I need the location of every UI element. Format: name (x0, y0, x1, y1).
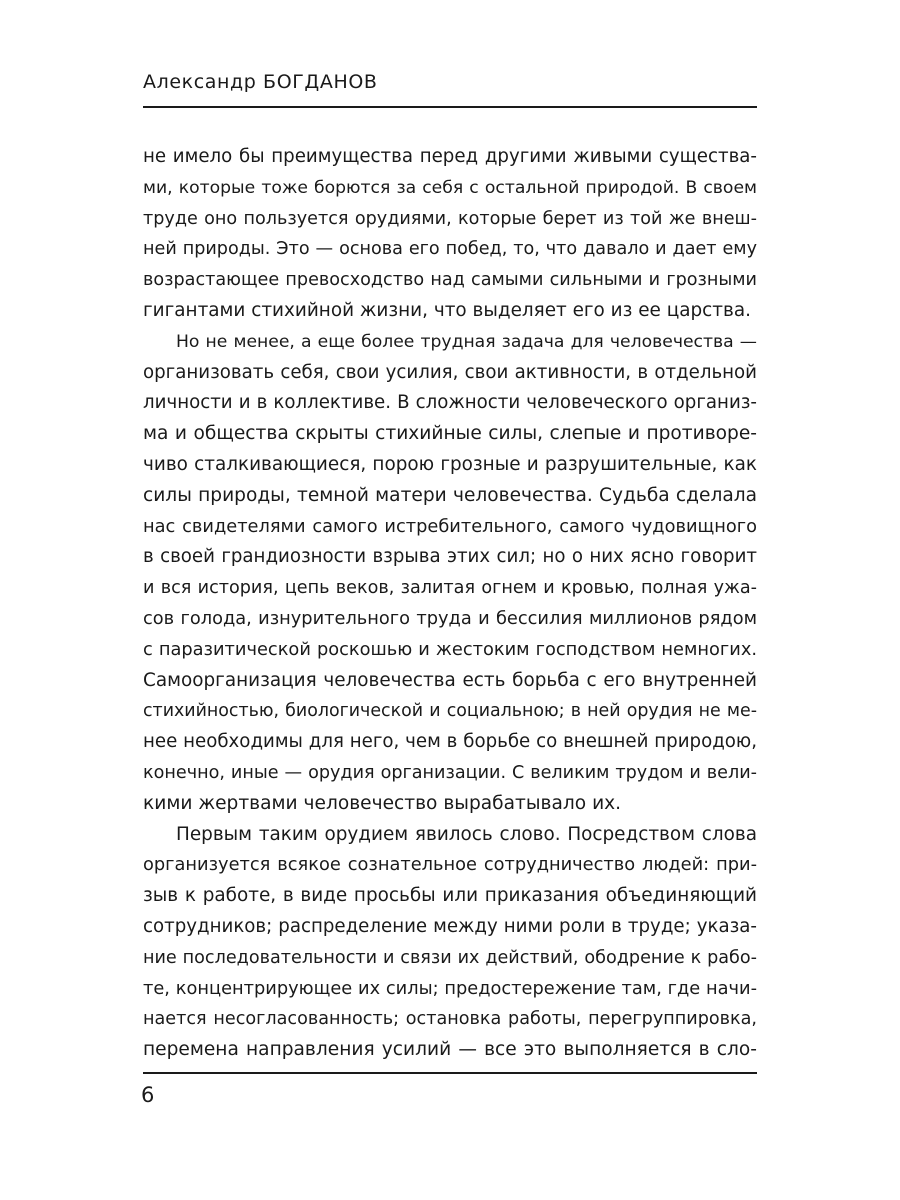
text-line: Самоорганизация человечества есть борьба с его внутренней (143, 669, 757, 691)
text-line: труде оно пользуется орудиями, которые берет из той же внеш- (143, 208, 757, 229)
text-line: ние последовательности и связи их действий, ободрение к рабо- (143, 947, 757, 968)
text-line: с паразитической роскошью и жестоким господством немногих. (143, 638, 757, 660)
text-line: нас свидетелями самого истребительного, самого чудовищного (143, 515, 757, 537)
text-line: кими жертвами человечество вырабатывало их. (143, 792, 622, 814)
text-line: Первым таким орудием явилось слово. Посредством слова (176, 823, 757, 845)
text-line: те, концентрирующее их силы; предостережение там, где начи- (143, 977, 757, 999)
text-line: ма и общества скрыты стихийные силы, слепые и противоре- (143, 423, 757, 445)
running-head-author: Александр БОГДАНОВ (143, 71, 378, 93)
text-line: личности и в коллективе. В сложности человеческого организ- (143, 392, 757, 414)
page-number: 6 (141, 1083, 155, 1107)
paragraph-2 (143, 327, 757, 820)
body-text (143, 142, 757, 1066)
text-line: нается несогласованность; остановка работы, перегруппировка, (143, 1009, 757, 1030)
text-line: в своей грандиозности взрыва этих сил; но о них ясно говорит (143, 546, 757, 568)
text-line: зыв к работе, в виде просьбы или приказания объединяющий (143, 885, 757, 907)
header-rule (143, 106, 757, 108)
text-line: гигантами стихийной жизни, что выделяет его из ее царства. (143, 299, 751, 321)
text-line: организовать себя, свои усилия, свои активности, в отдельной (143, 361, 757, 383)
text-line: не имело бы преимущества перед другими живыми существа- (143, 146, 757, 167)
text-line: сов голода, изнурительного труда и бессилия миллионов рядом (143, 607, 757, 629)
text-line: ми, которые тоже борются за себя с остальной природой. В своем (143, 177, 757, 198)
text-line: чиво сталкивающиеся, порою грозные и разрушительные, как (143, 453, 757, 475)
text-line: Но не менее, а еще более трудная задача для человечества — (176, 331, 757, 352)
paragraph-3 (143, 820, 757, 1066)
text-line: возрастающее превосходство над самыми сильными и грозными (143, 270, 757, 291)
text-line: конечно, иные — орудия организации. С великим трудом и вели- (143, 762, 757, 783)
text-line: нее необходимы для него, чем в борьбе со внешней природою, (143, 731, 757, 753)
text-line: сотрудников; распределение между ними роли в труде; указа- (143, 915, 757, 937)
text-line: силы природы, темной матери человечества. Судьба сделала (143, 484, 757, 506)
text-line: организуется всякое сознательное сотрудничество людей: при- (143, 854, 757, 876)
text-line: перемена направления усилий — все это выполняется в сло- (143, 1039, 757, 1061)
footer-rule (143, 1072, 757, 1074)
text-line: стихийностью, биологической и социальною; в ней орудия не ме- (143, 701, 757, 722)
text-line: и вся история, цепь веков, залитая огнем и кровью, полная ужа- (143, 578, 757, 599)
paragraph-1 (143, 142, 757, 327)
text-line: ней природы. Это — основа его побед, то, что давало и дает ему (143, 239, 757, 260)
